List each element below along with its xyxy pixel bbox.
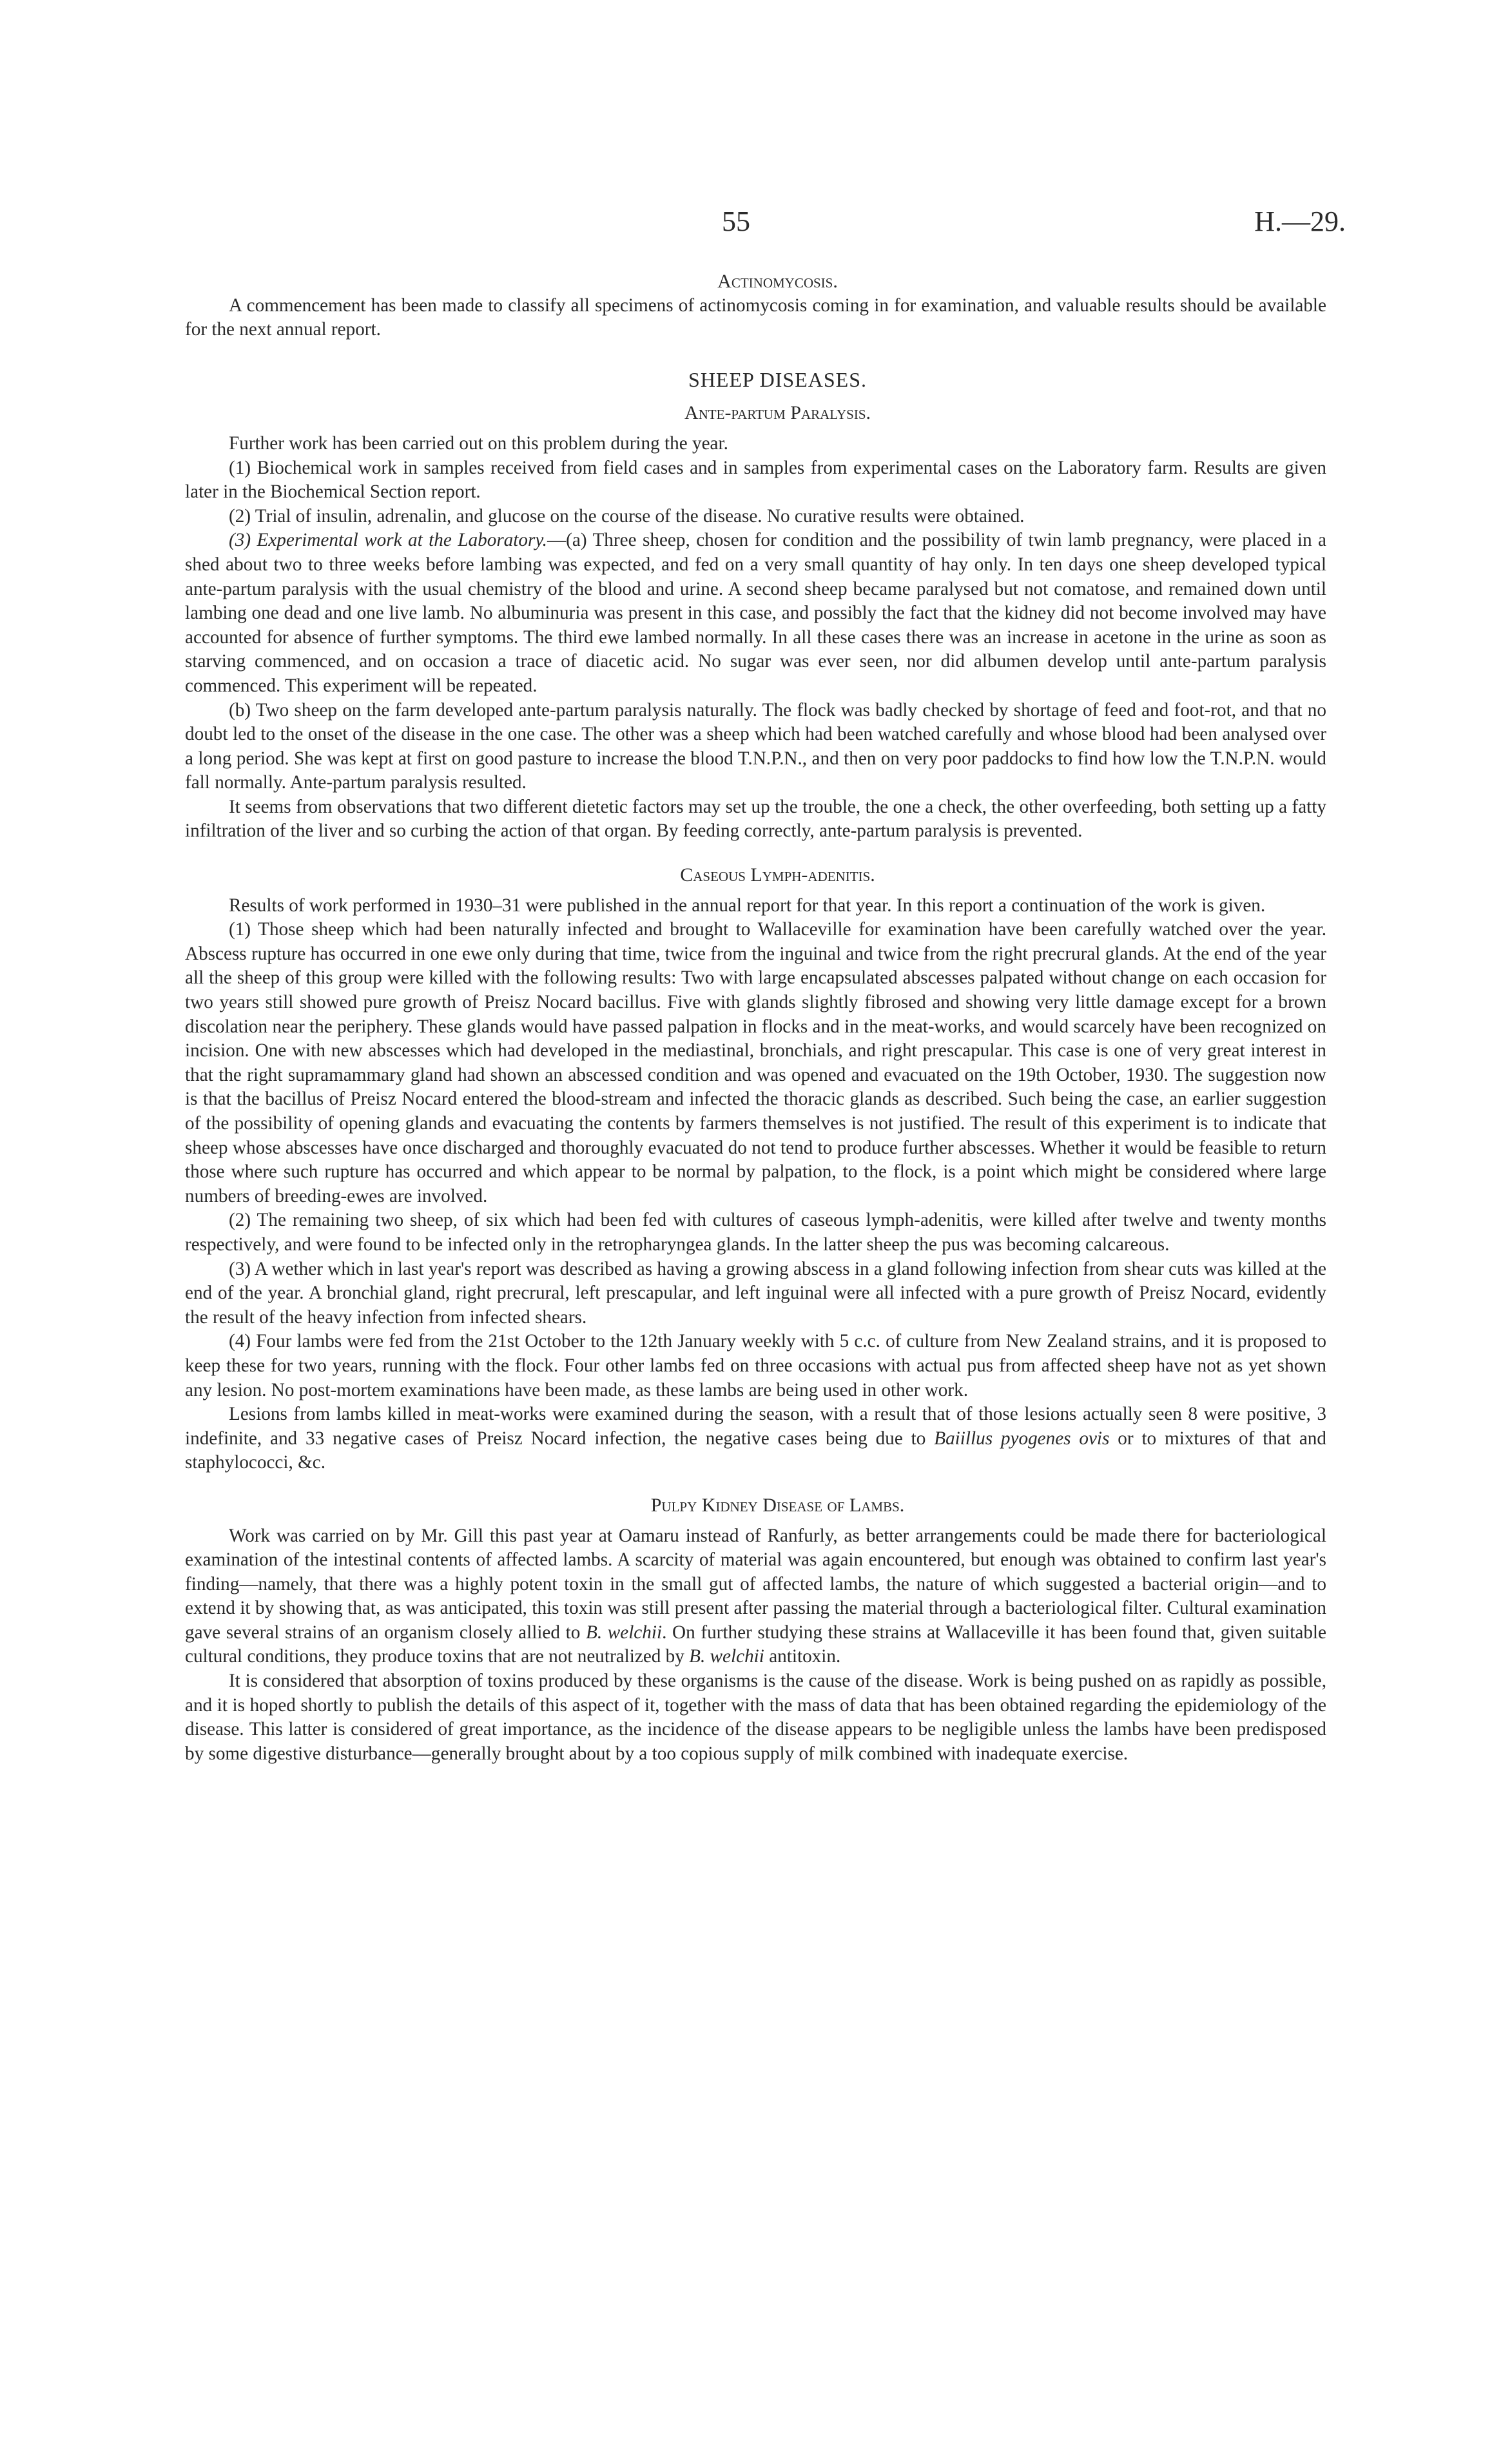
paragraph: (1) Those sheep which had been naturally infected and brought to Wallaceville for examination have been carefully watched over the year. Abscess rupture has occurred in one ewe only during that time, twice from the inguinal and twice from the right precrural glands. At the end of the year all the sheep of this group were killed with the following results: Two with large encapsulated abscesses palpated without change on each occasion for two years still showed pure growth of Preisz Nocard bacillus. Five with glands slightly fibrosed and showing very little damage except for a brown discolation near the periphery. These glands would have passed palpation in flocks and in the meat-works, and would scarcely have been recognized on incision. One with new abscesses which had developed in the mediastinal, bronchials, and right prescapular. This case is one of very great interest in that the right supramammary gland had shown an abscessed condition and was opened and evacuated on the 19th October, 1930. The suggestion now is that the bacillus of Preisz Nocard entered the blood-stream and infected the thoracic glands as described. Such being the case, an earlier suggestion of the possibility of opening glands and evacuating the contents by farmers themselves is not justified. The result of this experiment is to indicate that sheep whose abscesses have once discharged and thoroughly evacuated do not tend to produce further abscesses. Whether it would be feasible to return those where such rupture has occurred and which appear to be normal by palpation, to the flock, is a point which might be considered where large numbers of breeding-ewes are involved. [185,919,1326,1206]
page-number: 55 [722,206,750,237]
paragraph: Results of work performed in 1930–31 were published in the annual report for that year. In this report a continuation of the work is given. [229,895,1266,916]
paragraph-text: antitoxin. [764,1646,841,1667]
paragraph: A commencement has been made to classify all specimens of actinomycosis coming in for examination, and valuable results should be available for the next annual report. [185,295,1326,340]
paragraph: Further work has been carried out on this problem during the year. [229,432,728,454]
italic-text: B. welchii [586,1622,663,1643]
paragraph: (2) The remaining two sheep, of six which had been fed with cultures of caseous lymph-adenitis, were killed after twelve and twenty months respectively, and were found to be infected only in the retropharyngea glands. In the latter sheep the pus was becoming calcareous. [185,1210,1326,1255]
body-text [185,269,1326,1766]
paragraph [185,1402,1326,1475]
paragraph: It is considered that absorption of toxins produced by these organisms is the cause of the disease. Work is being pushed on as rapidly as possible, and it is hoped shortly to publish the details of this aspect of it, together with the mass of data that has been obtained regarding the epidemiology of the disease. This latter is considered of great importance, as the incidence of the disease appears to be negligible unless the lambs have been predisposed by some digestive disturbance—generally brought about by a too copious supply of milk combined with inadequate exercise. [185,1671,1326,1764]
paragraph: (b) Two sheep on the farm developed ante-partum paralysis naturally. The flock was badly checked by shortage of feed and foot-rot, and that no doubt led to the onset of the disease in the one case. The other was a sheep which had been watched carefully and whose blood had been analysed over a long period. She was kept at first on good pasture to increase the blood T.N.P.N., and then on very poor paddocks to find how low the T.N.P.N. would fall normally. Ante-partum paralysis resulted. [185,699,1326,793]
paragraph: It seems from observations that two different dietetic factors may set up the trouble, the one a check, the other overfeeding, both setting up a fatty infiltration of the liver and so curbing the action of that organ. By feeding correctly, ante-partum paralysis is prevented. [185,796,1326,842]
italic-text: Baiillus pyogenes ovis [934,1428,1110,1449]
paragraph-text: Lesions from lambs killed in meat-works were examined during the season, with a result that of those lesions actually seen 8 were positive, 3 indefinite, and 33 negative cases of Preisz Nocard infection, the negative cases being due to [185,1404,1326,1449]
section-heading-sheep-diseases: SHEEP DISEASES. [688,367,867,391]
subsection-heading-pulpy-kidney: Pulpy Kidney Disease of Lambs. [650,1494,905,1516]
paragraph-text: Work was carried on by Mr. Gill this past year at Oamaru instead of Ranfurly, as better arrangements could be made there for bacteriological examination of the intestinal contents of affected lambs. A scarcity of material was again encountered, but enough was obtained to confirm last year's finding—namely, that there was a highly potent toxin in the small gut of affected lambs, the nature of which suggested a bacterial origin—and to extend it by showing that, as was anticipated, this toxin was still present after passing the material through a bacteriological filter. Cultural examination gave several strains of an organism closely allied to [185,1525,1326,1643]
document-reference: H.—29. [1254,206,1346,237]
paragraph: (1) Biochemical work in samples received from field cases and in samples from experimental cases on the Laboratory farm. Results are given later in the Biochemical Section report. [185,457,1326,503]
paragraph-text: . On further studying these strains at Wallaceville it has been found that, given suitable cultural conditions, they produce toxins that are not neutralized by [185,1622,1326,1667]
paragraph: (3) A wether which in last year's report was described as having a growing abscess in a gland following infection from shear cuts was killed at the end of the year. A bronchial gland, right precrural, left prescapular, and left inguinal were all infected with a pure growth of Preisz Nocard, evidently the result of the heavy infection from infected shears. [185,1258,1326,1328]
subsection-heading-ante-partum: Ante-partum Paralysis. [684,402,871,424]
paragraph [185,1524,1326,1670]
paragraph [185,528,1326,698]
italic-text: (3) Experimental work at the Laboratory. [229,530,547,551]
paragraph: (2) Trial of insulin, adrenalin, and glucose on the course of the disease. No curative results were obtained. [229,505,1025,527]
section-heading-actinomycosis: Actinomycosis. [717,271,838,292]
paragraph-text: —(a) Three sheep, chosen for condition and the possibility of twin lamb pregnancy, were placed in a shed about two to three weeks before lambing was expected, and fed on a very small quantity of hay only. In ten days one sheep developed typical ante-partum paralysis with the usual chemistry of the blood and urine. A second sheep became paralysed but not comatose, and remained down until lambing one dead and one live lamb. No albuminuria was present in this case, and possibly the fact that the kidney did not become involved may have accounted for absence of further symptoms. The third ewe lambed normally. In all these cases there was an increase in acetone in the urine as soon as starving commenced, and on occasion a trace of diacetic acid. No sugar was ever seen, nor did albumen develop until ante-partum paralysis commenced. This experiment will be repeated. [185,530,1326,696]
paragraph: (4) Four lambs were fed from the 21st October to the 12th January weekly with 5 c.c. of culture from New Zealand strains, and it is proposed to keep these for two years, running with the flock. Four other lambs fed on three occasions with actual pus from affected sheep have not as yet shown any lesion. No post-mortem examinations have been made, as these lambs are being used in other work. [185,1331,1326,1400]
paragraph-text: or to mixtures of that and staphylococci, &c. [185,1428,1326,1473]
subsection-heading-caseous: Caseous Lymph-adenitis. [680,864,875,886]
italic-text: B. welchii [689,1646,764,1667]
